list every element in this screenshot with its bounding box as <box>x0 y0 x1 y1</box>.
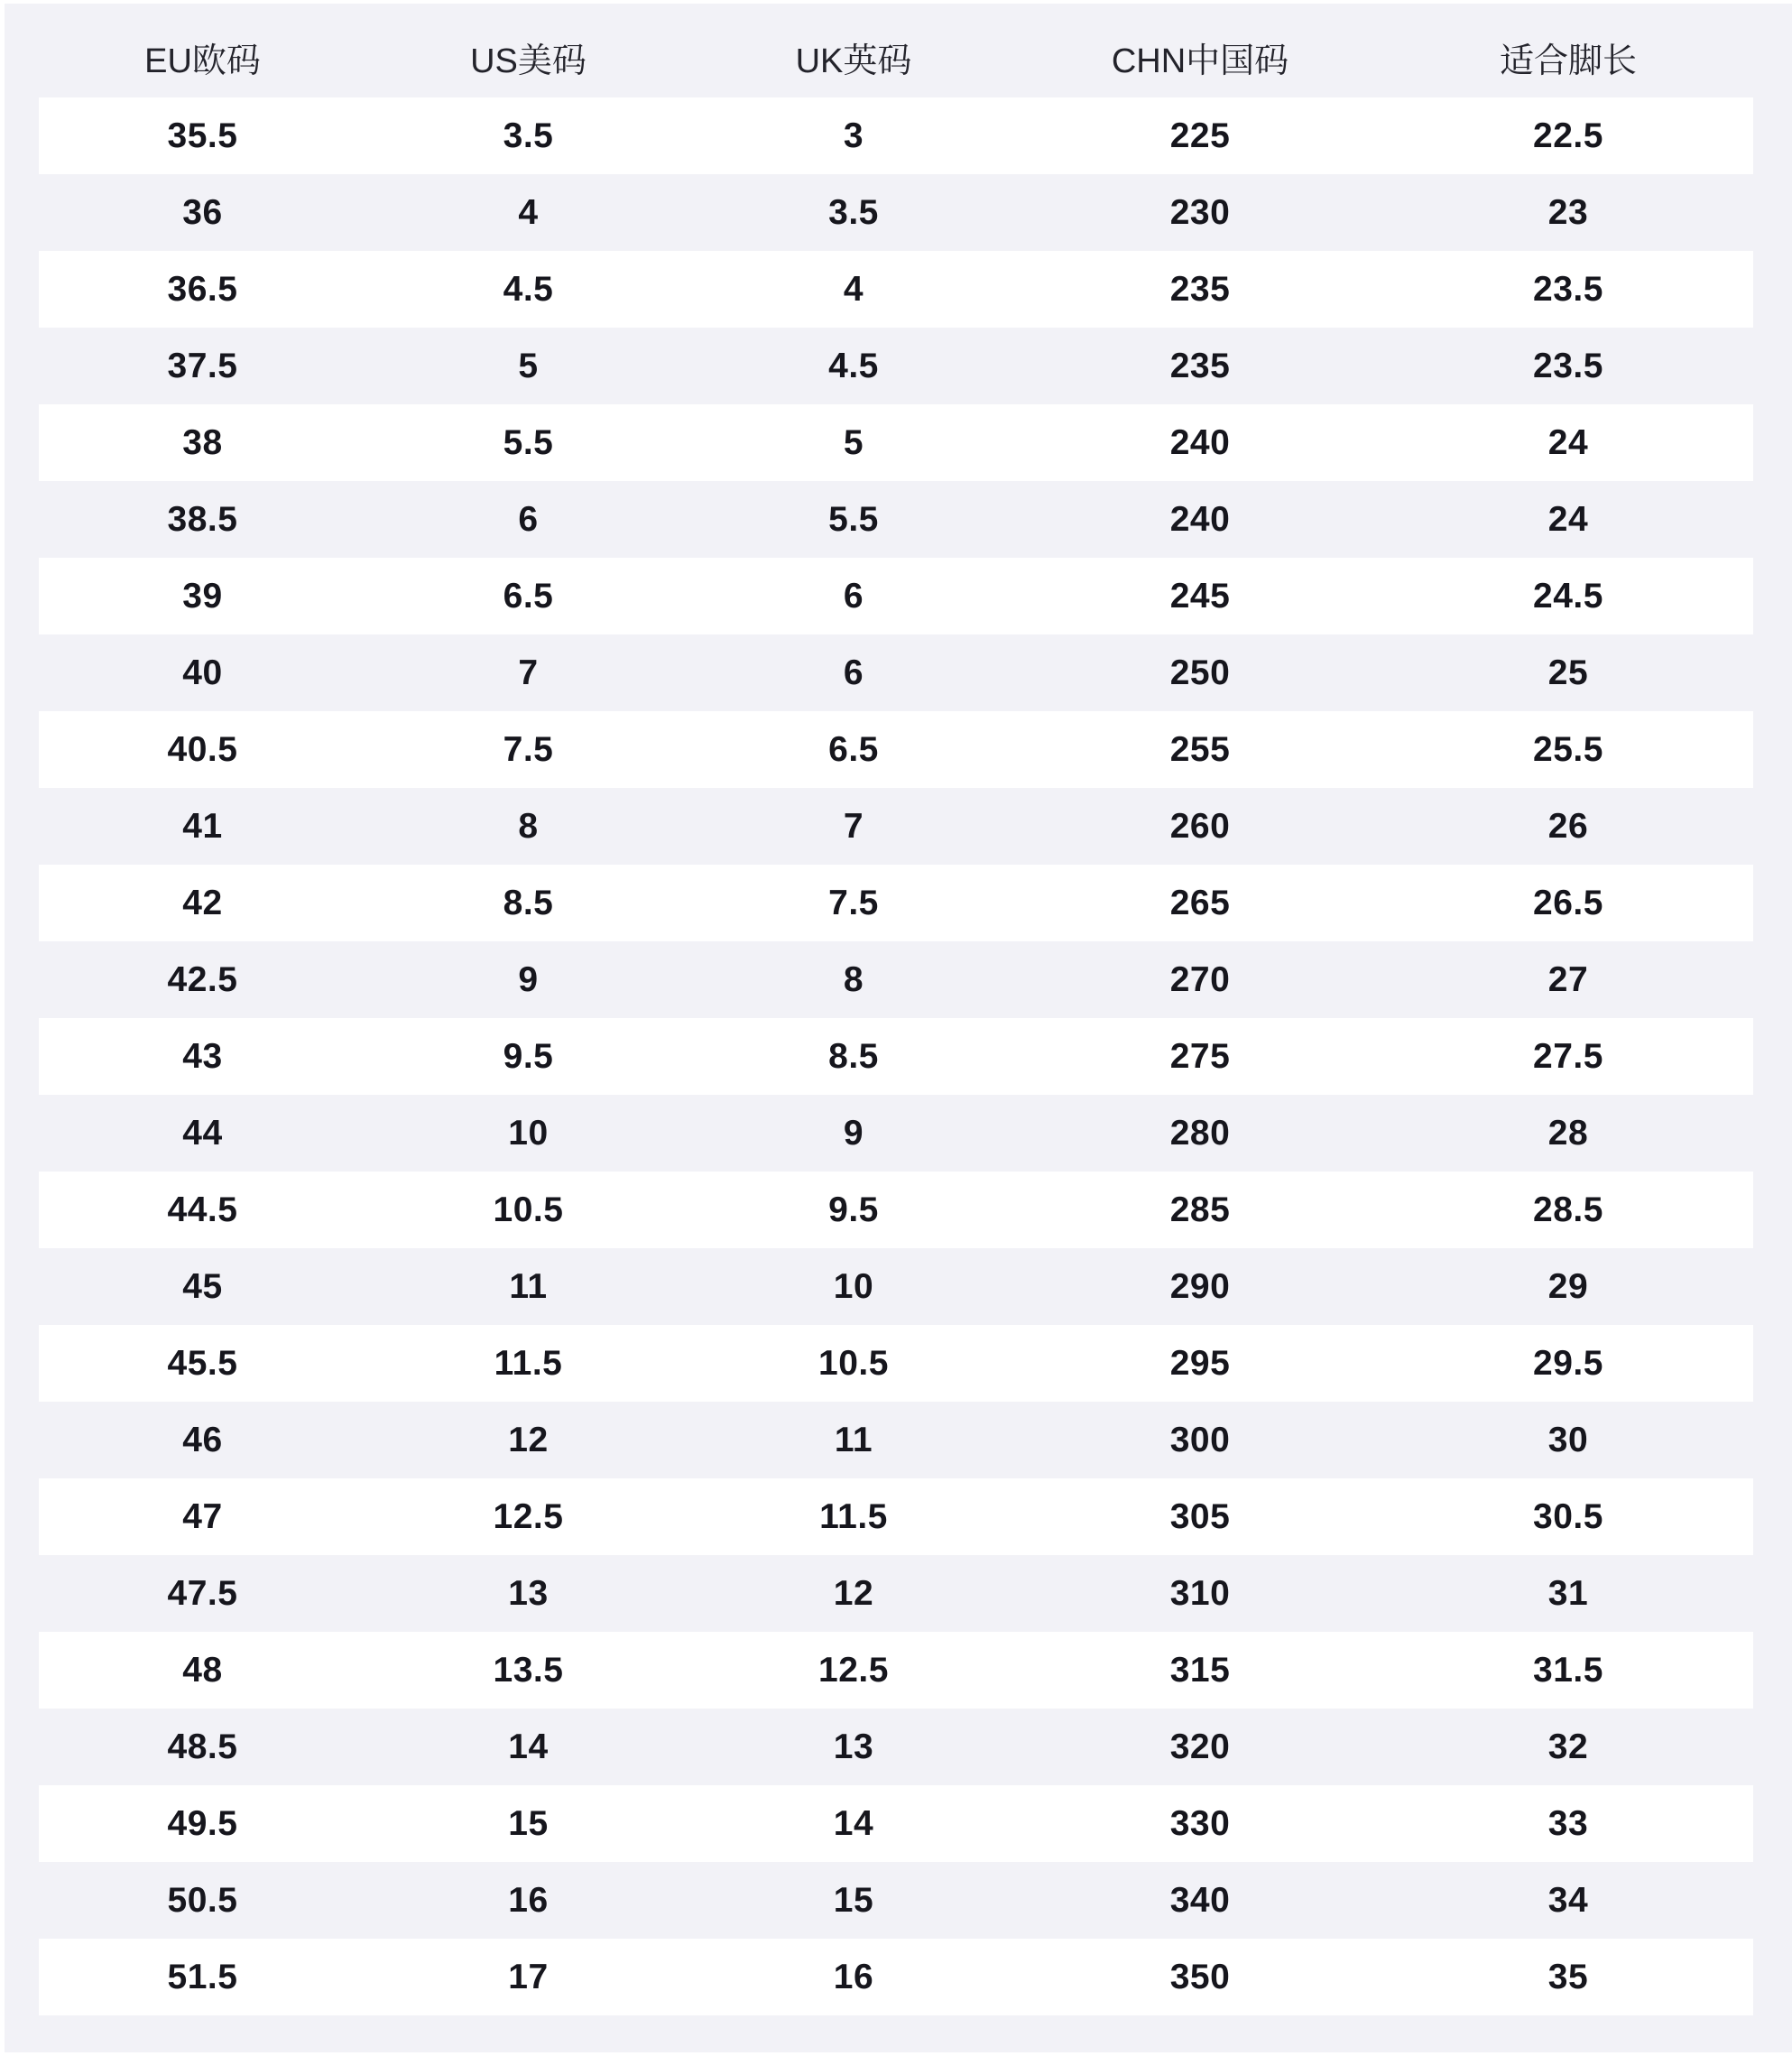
table-row <box>39 1709 1753 1785</box>
table-cell-eu: 38 <box>182 422 223 462</box>
table-cell-eu: 42 <box>182 883 223 922</box>
table-cell-foot-length: 30.5 <box>1533 1496 1603 1536</box>
table-cell-chn: 245 <box>1169 576 1231 616</box>
table-cell-chn: 260 <box>1169 806 1231 846</box>
table-cell-eu: 49.5 <box>167 1803 238 1843</box>
table-cell-us: 7 <box>518 653 539 692</box>
table-row <box>39 174 1753 251</box>
table-cell-eu: 36.5 <box>167 269 238 309</box>
table-row <box>39 1172 1753 1248</box>
table-cell-eu: 46 <box>182 1420 223 1459</box>
table-cell-chn: 280 <box>1169 1113 1231 1153</box>
table-row <box>39 634 1753 711</box>
table-cell-uk: 3 <box>843 116 864 155</box>
table-row <box>39 1555 1753 1632</box>
table-row <box>39 865 1753 941</box>
table-cell-chn: 250 <box>1169 653 1231 692</box>
table-cell-uk: 8.5 <box>828 1036 879 1076</box>
table-cell-us: 10 <box>508 1113 549 1153</box>
table-cell-foot-length: 33 <box>1547 1803 1589 1843</box>
table-cell-chn: 275 <box>1169 1036 1231 1076</box>
table-cell-uk: 9 <box>843 1113 864 1153</box>
table-cell-chn: 300 <box>1169 1420 1231 1459</box>
table-header-row <box>39 4 1753 97</box>
table-cell-chn: 340 <box>1169 1880 1231 1920</box>
column-header-us: US美码 <box>470 42 587 80</box>
table-cell-eu: 45 <box>182 1266 223 1306</box>
table-cell-foot-length: 24 <box>1547 422 1589 462</box>
column-header-uk: UK英码 <box>795 42 912 80</box>
table-cell-eu: 45.5 <box>167 1343 238 1383</box>
table-cell-foot-length: 22.5 <box>1533 116 1603 155</box>
table-cell-us: 6.5 <box>503 576 554 616</box>
table-cell-chn: 235 <box>1169 269 1231 309</box>
table-cell-foot-length: 30 <box>1547 1420 1589 1459</box>
column-header-eu: EU欧码 <box>144 42 261 80</box>
table-cell-chn: 310 <box>1169 1573 1231 1613</box>
table-cell-us: 8 <box>518 806 539 846</box>
table-row <box>39 558 1753 634</box>
table-cell-eu: 50.5 <box>167 1880 238 1920</box>
table-cell-uk: 16 <box>833 1957 874 1996</box>
table-cell-foot-length: 23.5 <box>1533 346 1603 385</box>
table-cell-uk: 5 <box>843 422 864 462</box>
table-cell-uk: 10 <box>833 1266 874 1306</box>
table-cell-foot-length: 23 <box>1547 192 1589 232</box>
table-cell-foot-length: 32 <box>1547 1727 1589 1766</box>
table-cell-chn: 230 <box>1169 192 1231 232</box>
table-cell-us: 8.5 <box>503 883 554 922</box>
table-cell-us: 13 <box>508 1573 549 1613</box>
table-cell-foot-length: 28 <box>1547 1113 1589 1153</box>
table-cell-eu: 44.5 <box>167 1190 238 1229</box>
table-cell-eu: 41 <box>182 806 223 846</box>
table-cell-us: 12 <box>508 1420 549 1459</box>
size-chart-panel <box>5 4 1792 2052</box>
table-cell-chn: 290 <box>1169 1266 1231 1306</box>
table-cell-uk: 5.5 <box>828 499 879 539</box>
table-row <box>39 481 1753 558</box>
table-cell-eu: 48.5 <box>167 1727 238 1766</box>
table-cell-us: 3.5 <box>503 116 554 155</box>
table-cell-uk: 12.5 <box>818 1650 889 1690</box>
table-cell-eu: 44 <box>182 1113 223 1153</box>
table-cell-chn: 225 <box>1169 116 1231 155</box>
column-header-chn: CHN中国码 <box>1111 42 1289 80</box>
table-row <box>39 251 1753 328</box>
table-cell-foot-length: 28.5 <box>1533 1190 1603 1229</box>
table-cell-chn: 295 <box>1169 1343 1231 1383</box>
table-cell-foot-length: 31 <box>1547 1573 1589 1613</box>
table-cell-chn: 270 <box>1169 959 1231 999</box>
table-cell-us: 9.5 <box>503 1036 554 1076</box>
table-row <box>39 1939 1753 2015</box>
table-cell-eu: 37.5 <box>167 346 238 385</box>
table-cell-chn: 315 <box>1169 1650 1231 1690</box>
table-cell-foot-length: 31.5 <box>1533 1650 1603 1690</box>
table-cell-eu: 43 <box>182 1036 223 1076</box>
table-cell-chn: 320 <box>1169 1727 1231 1766</box>
table-cell-us: 16 <box>508 1880 549 1920</box>
table-cell-foot-length: 23.5 <box>1533 269 1603 309</box>
table-cell-chn: 265 <box>1169 883 1231 922</box>
table-cell-us: 4.5 <box>503 269 554 309</box>
table-cell-uk: 4.5 <box>828 346 879 385</box>
table-cell-us: 17 <box>508 1957 549 1996</box>
table-cell-uk: 7.5 <box>828 883 879 922</box>
table-cell-foot-length: 26.5 <box>1533 883 1603 922</box>
table-cell-uk: 15 <box>833 1880 874 1920</box>
table-cell-uk: 6 <box>843 576 864 616</box>
table-cell-chn: 285 <box>1169 1190 1231 1229</box>
table-cell-uk: 13 <box>833 1727 874 1766</box>
table-cell-uk: 11 <box>834 1420 873 1459</box>
table-cell-uk: 7 <box>843 806 864 846</box>
table-cell-us: 11 <box>509 1266 548 1306</box>
table-cell-uk: 3.5 <box>828 192 879 232</box>
table-cell-uk: 10.5 <box>818 1343 889 1383</box>
table-cell-foot-length: 35 <box>1547 1957 1589 1996</box>
table-cell-us: 12.5 <box>493 1496 564 1536</box>
table-row <box>39 1785 1753 1862</box>
table-cell-us: 14 <box>508 1727 549 1766</box>
table-cell-us: 7.5 <box>503 729 554 769</box>
table-row <box>39 1862 1753 1939</box>
table-cell-chn: 240 <box>1169 422 1231 462</box>
table-cell-chn: 330 <box>1169 1803 1231 1843</box>
table-cell-us: 5.5 <box>503 422 554 462</box>
table-cell-chn: 350 <box>1169 1957 1231 1996</box>
table-row <box>39 788 1753 865</box>
table-row <box>39 404 1753 481</box>
table-row <box>39 941 1753 1018</box>
table-cell-eu: 40 <box>182 653 223 692</box>
table-cell-us: 5 <box>518 346 539 385</box>
table-cell-chn: 235 <box>1169 346 1231 385</box>
table-cell-foot-length: 24.5 <box>1533 576 1603 616</box>
table-cell-uk: 4 <box>843 269 864 309</box>
table-cell-foot-length: 27.5 <box>1533 1036 1603 1076</box>
table-row <box>39 711 1753 788</box>
table-row <box>39 1325 1753 1402</box>
table-cell-foot-length: 34 <box>1547 1880 1589 1920</box>
table-cell-foot-length: 24 <box>1547 499 1589 539</box>
column-header-foot-length: 适合脚长 <box>1499 42 1637 80</box>
table-cell-us: 6 <box>518 499 539 539</box>
table-cell-foot-length: 29 <box>1547 1266 1589 1306</box>
table-row <box>39 328 1753 404</box>
table-cell-eu: 40.5 <box>167 729 238 769</box>
table-cell-eu: 35.5 <box>167 116 238 155</box>
table-row <box>39 97 1753 174</box>
table-cell-eu: 48 <box>182 1650 223 1690</box>
table-row <box>39 1095 1753 1172</box>
table-cell-foot-length: 25.5 <box>1533 729 1603 769</box>
table-cell-eu: 36 <box>182 192 223 232</box>
table-cell-eu: 38.5 <box>167 499 238 539</box>
table-cell-us: 11.5 <box>494 1343 563 1383</box>
table-cell-eu: 47 <box>182 1496 223 1536</box>
table-row <box>39 1018 1753 1095</box>
table-cell-chn: 240 <box>1169 499 1231 539</box>
table-cell-uk: 9.5 <box>828 1190 879 1229</box>
table-cell-eu: 47.5 <box>167 1573 238 1613</box>
table-cell-uk: 12 <box>833 1573 874 1613</box>
table-cell-uk: 6.5 <box>828 729 879 769</box>
table-row <box>39 1632 1753 1709</box>
table-cell-us: 9 <box>518 959 539 999</box>
table-row <box>39 1478 1753 1555</box>
table-cell-us: 13.5 <box>493 1650 564 1690</box>
table-cell-uk: 6 <box>843 653 864 692</box>
table-cell-eu: 51.5 <box>167 1957 238 1996</box>
table-cell-foot-length: 29.5 <box>1533 1343 1603 1383</box>
table-cell-uk: 8 <box>843 959 864 999</box>
table-row <box>39 1248 1753 1325</box>
table-cell-foot-length: 25 <box>1547 653 1589 692</box>
table-cell-uk: 14 <box>833 1803 874 1843</box>
table-cell-chn: 255 <box>1169 729 1231 769</box>
table-cell-uk: 11.5 <box>819 1496 888 1536</box>
table-cell-foot-length: 26 <box>1547 806 1589 846</box>
table-cell-us: 4 <box>518 192 539 232</box>
table-cell-chn: 305 <box>1169 1496 1231 1536</box>
table-cell-us: 10.5 <box>493 1190 564 1229</box>
table-cell-us: 15 <box>508 1803 549 1843</box>
table-cell-eu: 39 <box>182 576 223 616</box>
table-body <box>5 97 1792 2015</box>
table-cell-eu: 42.5 <box>167 959 238 999</box>
table-cell-foot-length: 27 <box>1547 959 1589 999</box>
table-row <box>39 1402 1753 1478</box>
